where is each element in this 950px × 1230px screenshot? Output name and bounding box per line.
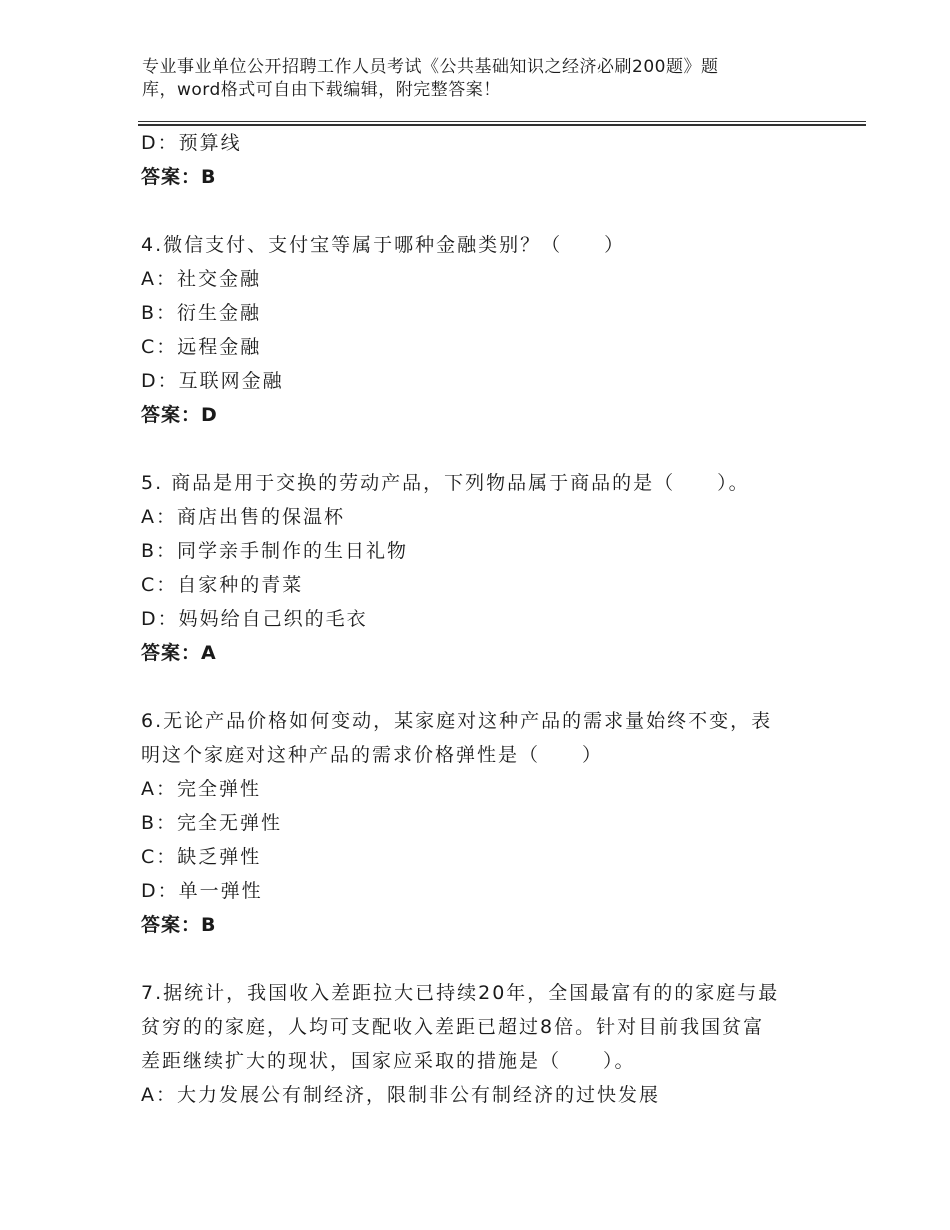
question-stem-line-2: 明这个家庭对这种产品的需求价格弹性是（ ） <box>141 744 604 766</box>
option-b: B：衍生金融 <box>141 302 262 324</box>
spacer <box>141 670 821 704</box>
answer: 答案：D <box>141 404 218 426</box>
question-stem-line-2: 贫穷的的家庭，人均可支配收入差距已超过8倍。针对目前我国贫富 <box>141 1016 765 1038</box>
answer: 答案：B <box>141 914 217 936</box>
option-c: C：缺乏弹性 <box>141 846 262 868</box>
question-stem-line-1: 6.无论产品价格如何变动，某家庭对这种产品的需求量始终不变，表 <box>141 710 773 732</box>
header-title-line-2: 库，word格式可自由下载编辑，附完整答案！ <box>142 80 501 100</box>
option-b: B：完全无弹性 <box>141 812 283 834</box>
document-header <box>142 56 782 102</box>
option-a: A：商店出售的保温杯 <box>141 506 345 528</box>
question-6 <box>141 704 821 942</box>
option-d: D：妈妈给自己织的毛衣 <box>141 608 368 630</box>
answer: 答案：B <box>141 166 217 188</box>
spacer <box>141 194 821 228</box>
question-7 <box>141 976 821 1112</box>
question-stem: 5. 商品是用于交换的劳动产品，下列物品属于商品的是（ ）。 <box>141 472 750 494</box>
option-c: C：远程金融 <box>141 336 262 358</box>
option-d: D：预算线 <box>141 132 242 154</box>
question-stem-line-3: 差距继续扩大的现状，国家应采取的措施是（ ）。 <box>141 1050 636 1072</box>
option-b: B：同学亲手制作的生日礼物 <box>141 540 409 562</box>
header-title-line-1: 专业事业单位公开招聘工作人员考试《公共基础知识之经济必刷200题》题 <box>142 57 719 77</box>
option-a: A：大力发展公有制经济，限制非公有制经济的过快发展 <box>141 1084 660 1106</box>
option-d: D：单一弹性 <box>141 880 263 902</box>
question-3-tail <box>141 126 821 194</box>
question-5 <box>141 466 821 670</box>
answer: 答案：A <box>141 642 217 664</box>
spacer <box>141 942 821 976</box>
spacer <box>141 432 821 466</box>
option-c: C：自家种的青菜 <box>141 574 304 596</box>
option-d: D：互联网金融 <box>141 370 284 392</box>
question-4 <box>141 228 821 432</box>
question-stem-line-1: 7.据统计，我国收入差距拉大已持续20年，全国最富有的的家庭与最 <box>141 982 780 1004</box>
question-list <box>141 126 821 1112</box>
option-a: A：完全弹性 <box>141 778 261 800</box>
question-stem: 4.微信支付、支付宝等属于哪种金融类别？（ ） <box>141 234 626 256</box>
option-a: A：社交金融 <box>141 268 261 290</box>
